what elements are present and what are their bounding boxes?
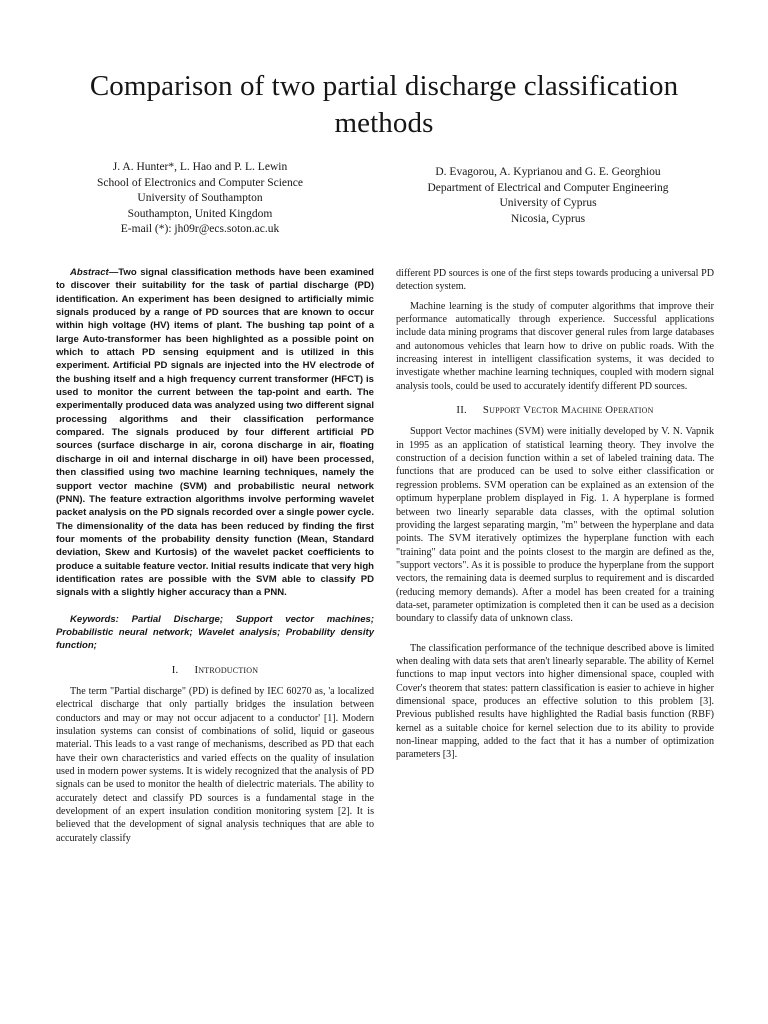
- section-number: I.: [171, 663, 179, 676]
- keywords: Keywords: Partial Discharge; Support vector machines; Probabilistic neural network; Wavelet analysis; Probability density function;: [56, 613, 374, 652]
- svm-paragraph-2: The classification performance of the technique described above is limited when dealing with data sets that aren't linearly separable. The ability of Kernel functions to map input vectors into higher dimensional space, coupled with Cover's theorem that states: pattern classification is easier to achieve in higher dimensional space, produces an effective solution to this problem [3]. Previous published results have highlighted the Radial basis function (RBF) kernel as a suitable choice for kernel selection due to its ability to provide non-linear mapping, added to the fact that it has a number of optimization parameters [3].: [396, 642, 714, 761]
- section-number: II.: [456, 404, 467, 417]
- abstract-label: Abstract—: [70, 267, 119, 278]
- author-affiliation-university: University of Southampton: [137, 192, 263, 205]
- intro-paragraph-1-continued: different PD sources is one of the first steps towards producing a universal PD detection system.: [396, 268, 714, 293]
- author-block-cyprus: [384, 165, 712, 227]
- author-affiliation-university: University of Cyprus: [499, 197, 597, 210]
- author-affiliation-school: School of Electronics and Computer Science: [97, 176, 303, 189]
- author-names: J. A. Hunter*, L. Hao and P. L. Lewin: [112, 161, 288, 173]
- intro-paragraph-2: Machine learning is the study of computer algorithms that improve their performance automatically through experience. Successful applications include data mining programs that discover general rules from large databases and autonomous vehicles that learn how to drive on public roads. With the increasing interest in intelligent classification systems, it was decided to investigate whether machine learning techniques, coupled with modern signal analysis tools, could be used to accurately identify different PD sources.: [396, 300, 714, 392]
- abstract: [56, 266, 374, 600]
- author-block-southampton: [70, 160, 330, 238]
- intro-paragraph-1: The term "Partial discharge" (PD) is defined by IEC 60270 as, 'a localized electrical discharge that only partially bridges the insulation between conductors and may or may not occur adjacent to a conductor' [1]. Modern insulation systems can consist of combinations of solid, liquid or gaseous material. This leads to a vast range of mechanisms, described as PD that each have their own characteristics and varied effects on the quality of insulation used in modern power systems. It is widely recognized that the analysis of PD signals can be used to monitor the health of dielectric materials. The ability to accurately detect and classify PD sources is a fundamental stage in the development of an expert insulation condition monitoring system [2]. It is believed that the development of signal analysis techniques that are able to accurately classify: [56, 685, 374, 844]
- author-affiliation-location: Nicosia, Cyprus: [510, 212, 586, 225]
- abstract-text: Two signal classification methods have been examined to discover their suitability for the task of partial discharge (PD) identification. An experiment has been designed to artificially mimic signals produced by a range of PD sources that are known to occur within high voltage (HV) items of plant. The bushing tap point of a large Auto-transformer has been highlighted as a possible point on which to attach PD sensing equipment and is utilized in this experiment. Artificial PD signals are injected into the HV electrode of the bushing itself and a high frequency current transformer (HFCT) is used to monitor the current between the tap-point and earth. The experimentally produced data was analyzed using two different signal processing algorithms and their classification performance compared. The signals produced by four different artificial PD sources (surface discharge in air, corona discharge in air, floating discharge in oil and internal discharge in oil) have been processed, then classified using two machine learning techniques, namely the support vector machine (SVM) and probabilistic neural network (PNN). The feature extraction algorithms involve performing wavelet packet analysis on the PD signals recorded over a single power cycle. The dimensionality of the data has been reduced by finding the first four moments of the probability density function (Mean, Standard deviation, Skew and Kurtosis) of the wavelet packet coefficients to produce a suitable feature vector. Initial results indicate that very high identification rates are possible with the SVM able to classify PD signals with a slightly higher accuracy than a PNN.: [56, 267, 374, 599]
- paper-title: Comparison of two partial discharge classification methods: [89, 70, 679, 139]
- section-title: Support Vector Machine Operation: [482, 404, 654, 417]
- author-affiliation-department: Department of Electrical and Computer Engineering: [427, 181, 669, 194]
- author-names: D. Evagorou, A. Kyprianou and G. E. Georghiou: [435, 166, 661, 178]
- right-column: [396, 267, 714, 762]
- left-column: [56, 266, 374, 845]
- section-title: Introduction: [194, 663, 259, 676]
- section-heading-introduction: [56, 664, 374, 677]
- section-heading-svm: [396, 404, 714, 417]
- svm-paragraph-1: Support Vector machines (SVM) were initially developed by V. N. Vapnik in 1995 as an application of statistical learning theory. They involve the construction of a decision function within a set of labeled training data. The functions that are produced can be used to solve either classification or regression problems. SVM operation can be explained as an extension of the optimum hyperplane problem displayed in Fig. 1. A hyperplane is formed between two linearly separable data classes, with the optimal solution providing the largest separating margin, "m" between the hyperplane and data points. The SVM iteratively optimizes the hyperplane function with each "training" data point and the points closest to the margin are defined as the, "support vectors". As it is possible to produce the hyperplane from the support vectors, the remaining data is deemed surplus to requirement and is discarded (reducing memory demands). After a model has been created for a training data-set, parameter optimization is completed then it can be used as a decision boundary to classify data of unknown class.: [396, 426, 714, 625]
- author-email: E-mail (*): jh09r@ecs.soton.ac.uk: [120, 223, 280, 236]
- author-affiliation-location: Southampton, United Kingdom: [127, 207, 273, 220]
